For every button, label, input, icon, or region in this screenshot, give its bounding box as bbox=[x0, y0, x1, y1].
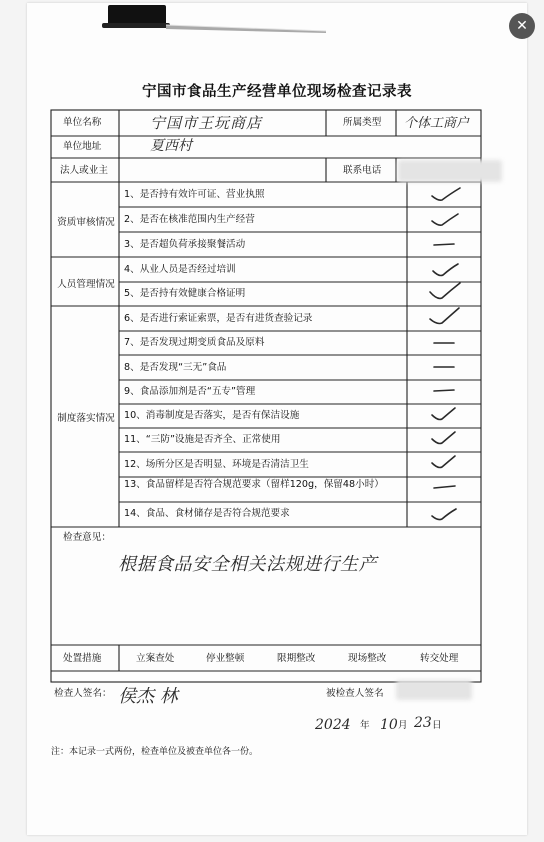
check-mark bbox=[432, 456, 455, 468]
inspected-signature-redacted bbox=[396, 680, 472, 700]
footnote: 注：本记录一式两份，检查单位及被查单位各一份。 bbox=[51, 747, 259, 757]
inspector-label: 检查人签名： bbox=[54, 688, 112, 699]
phone-label: 联系电话 bbox=[343, 165, 382, 176]
measure-option-deadline: 限期整改 bbox=[277, 653, 316, 664]
measure-option-onsite: 现场整改 bbox=[348, 653, 387, 664]
unit-name-value: 宁国市王玩商店 bbox=[150, 114, 263, 132]
category-value: 个体工商户 bbox=[404, 116, 470, 131]
date-day-unit: 日 bbox=[432, 720, 442, 731]
category-label: 所属类型 bbox=[343, 117, 382, 128]
inspected-label: 被检查人签名 bbox=[326, 688, 384, 699]
item-8: 8、是否发现“三无”食品 bbox=[124, 362, 227, 373]
date-month: 10 bbox=[380, 717, 398, 733]
measure-option-transfer: 转交处理 bbox=[420, 653, 459, 664]
section-label-personnel: 人员管理情况 bbox=[57, 279, 115, 290]
date-month-unit: 月 bbox=[398, 720, 408, 731]
item-13: 13、食品留样是否符合规范要求（留样120g，保留48小时） bbox=[124, 479, 384, 490]
legal-person-label: 法人或业主 bbox=[60, 165, 108, 176]
item-10: 10、消毒制度是否落实，是否有保洁设施 bbox=[124, 410, 300, 421]
item-7: 7、是否发现过期变质食品及原料 bbox=[124, 337, 265, 348]
dash-mark bbox=[434, 486, 455, 488]
inspector-signature: 侯杰 林 bbox=[118, 686, 178, 707]
check-mark bbox=[432, 432, 455, 444]
check-mark bbox=[432, 214, 458, 225]
check-mark bbox=[432, 188, 460, 200]
date-day: 23 bbox=[414, 715, 432, 731]
close-icon[interactable]: ✕ bbox=[509, 13, 535, 39]
address-value: 夏西村 bbox=[150, 138, 192, 154]
page-title: 宁国市食品生产经营单位现场检查记录表 bbox=[142, 84, 412, 100]
date-year-unit: 年 bbox=[360, 720, 370, 731]
check-mark bbox=[432, 509, 456, 520]
item-1: 1、是否持有效许可证、营业执照 bbox=[124, 189, 265, 200]
item-14: 14、食品、食材储存是否符合规范要求 bbox=[124, 508, 290, 519]
item-9: 9、食品添加剂是否“五专”管理 bbox=[124, 386, 256, 397]
check-mark bbox=[430, 283, 460, 298]
item-3: 3、是否超负荷承接聚餐活动 bbox=[124, 239, 246, 250]
date-year: 2024 bbox=[315, 717, 351, 733]
section-label-qualification: 资质审核情况 bbox=[57, 217, 115, 228]
marks-column bbox=[408, 182, 480, 527]
item-6: 6、是否进行索证索票，是否有进货查验记录 bbox=[124, 313, 313, 324]
unit-name-label: 单位名称 bbox=[63, 117, 102, 128]
opinion-text: 根据食品安全相关法规进行生产 bbox=[118, 554, 377, 575]
opinion-label: 检查意见： bbox=[63, 532, 111, 543]
phone-redacted bbox=[398, 160, 502, 182]
item-5: 5、是否持有效健康合格证明 bbox=[124, 288, 246, 299]
check-mark bbox=[430, 308, 459, 324]
dash-mark bbox=[434, 244, 454, 245]
section-label-system: 制度落实情况 bbox=[57, 413, 115, 424]
address-label: 单位地址 bbox=[63, 141, 102, 152]
dash-mark bbox=[434, 390, 454, 391]
measure-option-filing: 立案查处 bbox=[136, 653, 175, 664]
check-mark bbox=[432, 408, 455, 420]
item-4: 4、从业人员是否经过培训 bbox=[124, 264, 236, 275]
measures-label: 处置措施 bbox=[63, 653, 102, 664]
pen-photo bbox=[76, 3, 336, 37]
check-mark bbox=[433, 264, 458, 276]
item-2: 2、是否在核准范围内生产经营 bbox=[124, 214, 255, 225]
measure-option-suspend: 停业整顿 bbox=[206, 653, 245, 664]
item-11: 11、“三防”设施是否齐全、正常使用 bbox=[124, 434, 281, 445]
item-12: 12、场所分区是否明显、环境是否清洁卫生 bbox=[124, 459, 309, 470]
